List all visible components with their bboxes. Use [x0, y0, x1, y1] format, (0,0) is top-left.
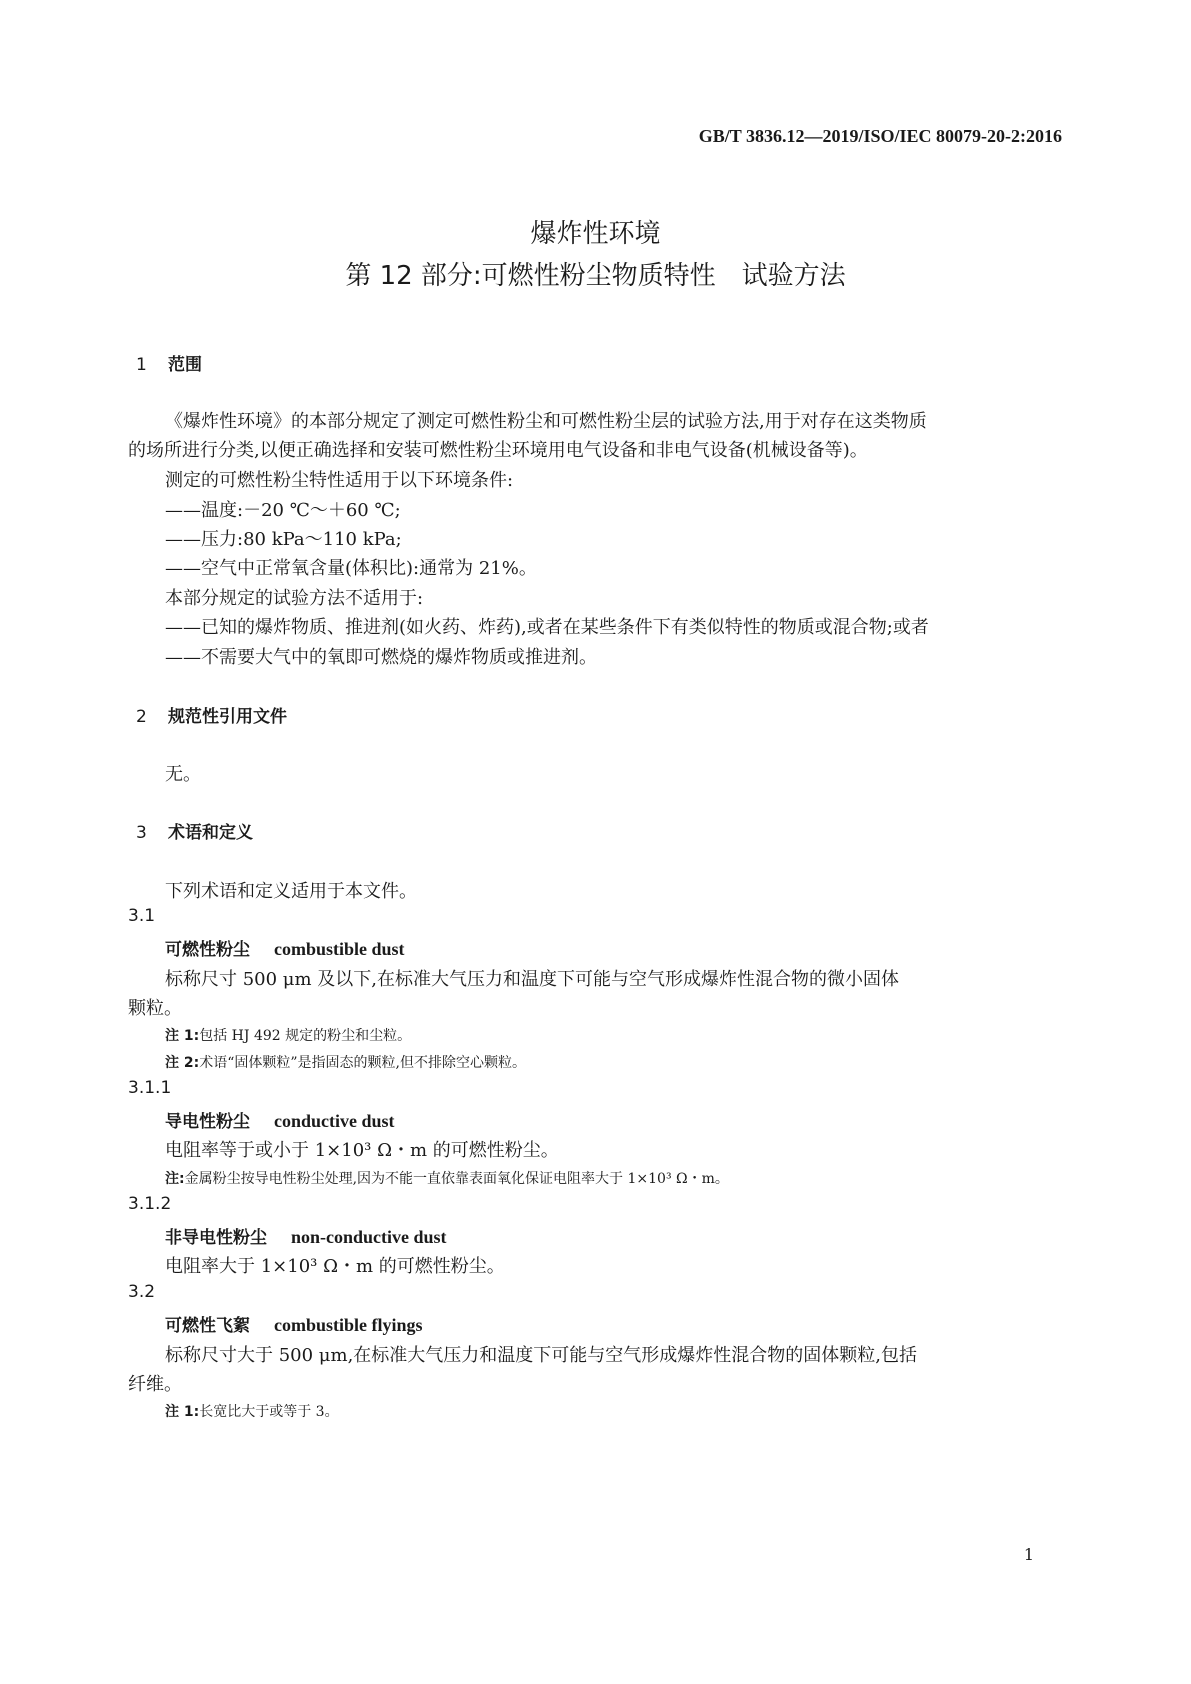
section-3-heading: [136, 818, 253, 843]
standard-code: GB/T 3836.12—2019/ISO/IEC 80079-20-2:2016: [698, 126, 1062, 146]
term-en: conductive dust: [274, 1111, 395, 1131]
scope-exclusions-intro: 本部分规定的试验方法不适用于:: [165, 588, 424, 609]
term-3-1-2-title: [165, 1223, 447, 1248]
term-number-3-2: 3.2: [128, 1282, 156, 1302]
term-number-3-1-1: 3.1.1: [128, 1078, 172, 1098]
term-3-1-definition-line-2: 颗粒。: [128, 998, 182, 1019]
title-line-1: 爆炸性环境: [530, 219, 661, 249]
term-3-2-definition-line-1: 标称尺寸大于 500 μm,在标准大气压力和温度下可能与空气形成爆炸性混合物的固体颗粒,包括: [165, 1345, 918, 1366]
note-text: 金属粉尘按导电性粉尘处理,因为不能一直依靠表面氧化保证电阻率大于 1×10³ Ω・m。: [184, 1171, 729, 1187]
term-3-1-2-definition: 电阻率大于 1×10³ Ω・m 的可燃性粉尘。: [165, 1256, 505, 1277]
term-zh: 非导电性粉尘: [165, 1228, 267, 1248]
scope-paragraph-line-2: 的场所进行分类,以便正确选择和安装可燃性粉尘环境用电气设备和非电气设备(机械设备等)。: [128, 440, 868, 461]
section-1-heading: [136, 350, 202, 375]
page-number: 1: [1023, 1545, 1034, 1564]
section-number: 3: [136, 823, 147, 843]
references-text: 无。: [165, 764, 201, 785]
term-zh: 导电性粉尘: [165, 1112, 250, 1132]
term-3-1-1-title: [165, 1107, 395, 1132]
condition-pressure: ——压力:80 kPa～110 kPa;: [165, 529, 402, 550]
exclusion-1: ——已知的爆炸物质、推进剂(如火药、炸药),或者在某些条件下有类似特性的物质或混合物;或者: [165, 617, 929, 638]
note-label: 注 1:: [165, 1028, 200, 1044]
term-3-1-note-1: [165, 1025, 411, 1045]
term-3-1-note-2: [165, 1052, 526, 1072]
note-label: 注 2:: [165, 1055, 200, 1071]
condition-oxygen: ——空气中正常氧含量(体积比):通常为 21%。: [165, 558, 537, 579]
term-en: combustible flyings: [274, 1315, 423, 1335]
scope-conditions-intro: 测定的可燃性粉尘特性适用于以下环境条件:: [165, 470, 514, 491]
section-2-heading: [136, 702, 287, 727]
note-label: 注 1:: [165, 1404, 200, 1420]
section-number: 2: [136, 707, 147, 727]
note-text: 术语“固体颗粒”是指固态的颗粒,但不排除空心颗粒。: [199, 1055, 526, 1071]
section-title: 范围: [168, 355, 202, 375]
note-text: 长宽比大于或等于 3。: [199, 1404, 339, 1420]
term-en: combustible dust: [274, 939, 405, 959]
note-text: 包括 HJ 492 规定的粉尘和尘粒。: [199, 1028, 412, 1044]
term-3-1-title: [165, 935, 405, 960]
section-number: 1: [136, 355, 147, 375]
term-3-2-note-1: [165, 1401, 339, 1421]
terms-intro: 下列术语和定义适用于本文件。: [165, 881, 417, 902]
term-3-2-title: [165, 1311, 423, 1336]
condition-temperature: ——温度:－20 ℃～＋60 ℃;: [165, 500, 401, 521]
scope-paragraph-line-1: 《爆炸性环境》的本部分规定了测定可燃性粉尘和可燃性粉尘层的试验方法,用于对存在这类物质: [165, 411, 927, 432]
term-3-2-definition-line-2: 纤维。: [128, 1374, 182, 1395]
term-3-1-1-definition: 电阻率等于或小于 1×10³ Ω・m 的可燃性粉尘。: [165, 1140, 559, 1161]
term-number-3-1-2: 3.1.2: [128, 1194, 172, 1214]
title-line-2: 第 12 部分:可燃性粉尘物质特性 试验方法: [345, 261, 846, 291]
term-zh: 可燃性飞絮: [165, 1316, 250, 1336]
term-number-3-1: 3.1: [128, 906, 156, 926]
term-zh: 可燃性粉尘: [165, 940, 250, 960]
note-label: 注:: [165, 1171, 185, 1187]
exclusion-2: ——不需要大气中的氧即可燃烧的爆炸物质或推进剂。: [165, 647, 597, 668]
term-3-1-1-note: [165, 1168, 729, 1188]
section-title: 术语和定义: [168, 823, 253, 843]
term-3-1-definition-line-1: 标称尺寸 500 μm 及以下,在标准大气压力和温度下可能与空气形成爆炸性混合物的微小固体: [165, 969, 900, 990]
term-en: non-conductive dust: [291, 1227, 447, 1247]
section-title: 规范性引用文件: [168, 707, 287, 727]
